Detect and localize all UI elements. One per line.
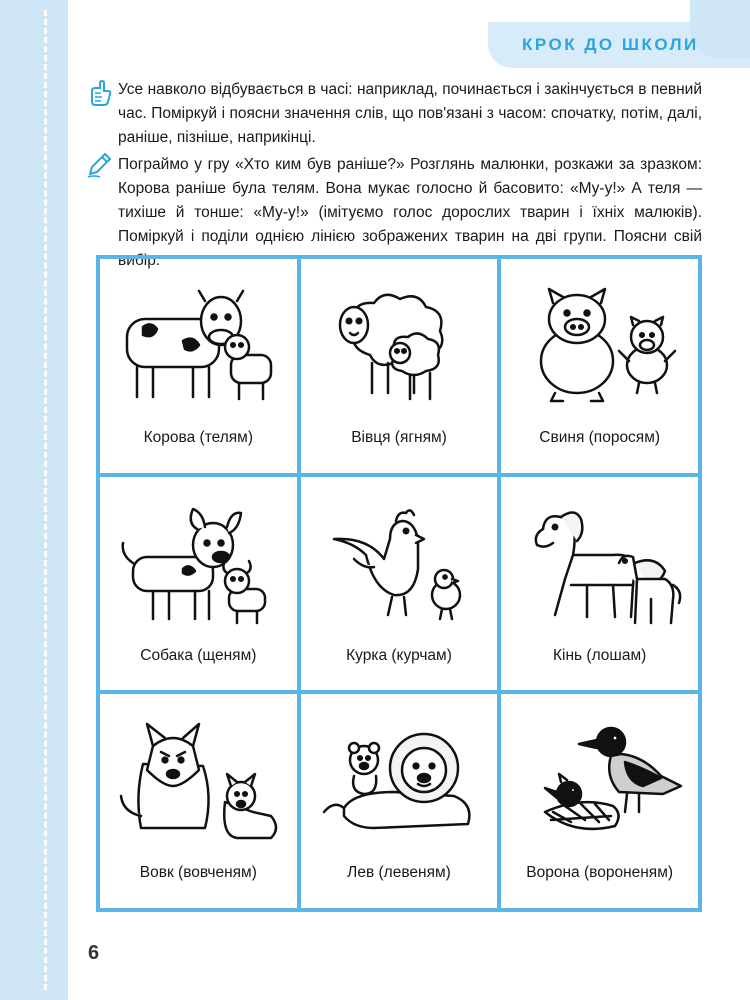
animal-card [299,692,500,910]
pig-piglet-icon [515,281,685,416]
animal-card [98,692,299,910]
animal-label: Вівця (ягням) [351,429,447,446]
left-stitch-line [44,10,47,990]
wolf-cub-icon [113,716,283,851]
animal-grid [96,255,702,912]
animal-label: Свиня (поросям) [539,429,661,446]
dog-puppy-icon [113,499,283,634]
animal-label: Курка (курчам) [346,646,452,664]
animal-card [299,257,500,475]
animal-label: Собака (щеням) [140,646,257,664]
animal-label: Ворона (вороненям) [526,864,674,882]
sheep-lamb-icon [314,281,484,416]
animal-card [499,257,700,475]
animal-card [299,475,500,693]
header-title: КРОК ДО ШКОЛИ [522,35,699,54]
hen-chick-icon [314,499,484,634]
intro-paragraph: Усе навколо відбувається в часі: наприклад, починається і закінчується в певний час. Поміркуй і поясни значення слів, що пов'язані з часом: спочатку, потім, далі, раніше, пізніше, наприкінці. [118,81,702,146]
animal-label: Вовк (вовченям) [139,864,257,882]
pencil-icon [86,150,114,178]
thinking-hand-icon [86,79,114,107]
animal-card [499,475,700,693]
crow-chick-icon [515,716,685,851]
left-decorative-band [0,0,68,1000]
animal-label: Корова (телям) [143,429,253,446]
horse-foal-icon [515,499,685,634]
animal-card [98,257,299,475]
cow-calf-icon [113,281,283,416]
page-number: 6 [88,942,100,964]
animal-card [499,692,700,910]
animal-card [98,475,299,693]
animal-label: Кінь (лошам) [553,646,647,664]
animal-label: Лев (левеням) [347,864,451,882]
task-paragraph: Пограймо у гру «Хто ким був раніше?» Розглянь малюнки, розкажи за зразком: Корова раніше була телям. Вона мукає голосно й басовито: «Му-у!» А теля — тихіше й тонше: «Му-у!» (імітуємо голос дорослих тварин і їхніх малюків). Поміркуй і поділи однією лінією зображених тварин на дві групи. Поясни свій вибір. [118,156,702,269]
lion-cub-icon [314,716,484,851]
header-cloud [690,0,750,58]
